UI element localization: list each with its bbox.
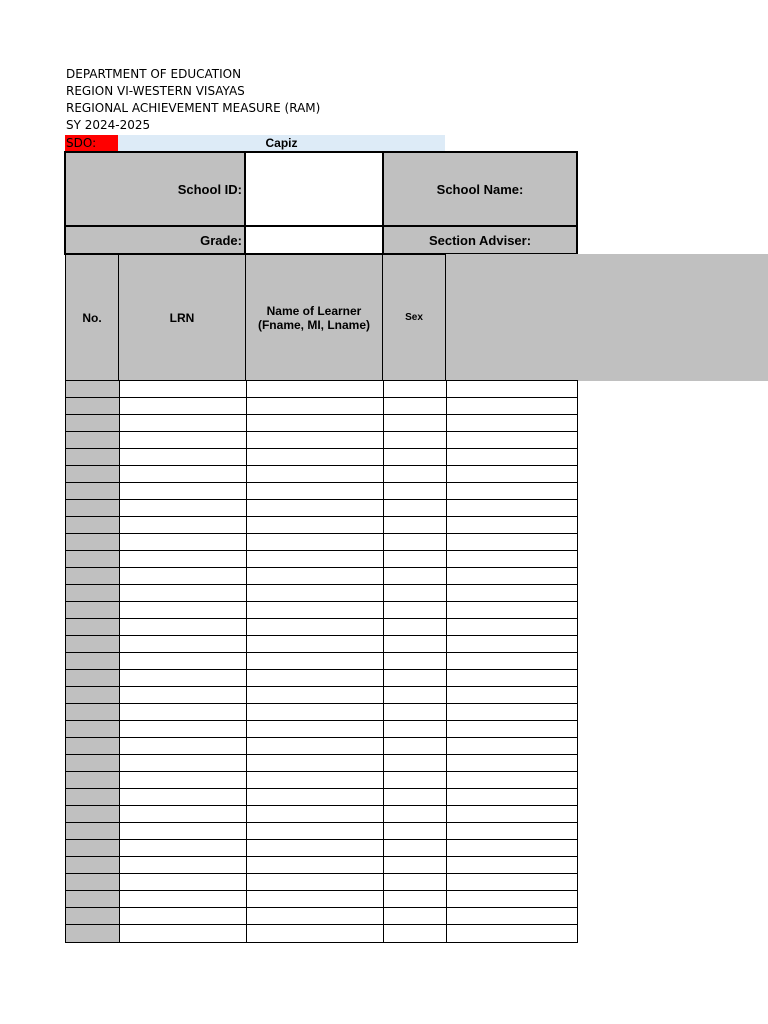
row-extra-cell[interactable] bbox=[447, 568, 578, 585]
row-sex-cell[interactable] bbox=[384, 534, 447, 551]
table-row bbox=[66, 483, 578, 500]
row-extra-cell[interactable] bbox=[447, 398, 578, 415]
row-extra-cell[interactable] bbox=[447, 534, 578, 551]
row-extra-cell[interactable] bbox=[447, 857, 578, 874]
row-sex-cell[interactable] bbox=[384, 466, 447, 483]
row-name-cell[interactable] bbox=[247, 517, 384, 534]
row-extra-cell[interactable] bbox=[447, 721, 578, 738]
row-lrn-cell[interactable] bbox=[120, 449, 247, 466]
table-row bbox=[66, 670, 578, 687]
row-name-cell[interactable] bbox=[247, 738, 384, 755]
row-name-cell[interactable] bbox=[247, 500, 384, 517]
grade-label: Grade: bbox=[64, 225, 246, 255]
row-lrn-cell[interactable] bbox=[120, 568, 247, 585]
row-no-cell[interactable] bbox=[66, 636, 120, 653]
table-row bbox=[66, 704, 578, 721]
row-extra-cell[interactable] bbox=[447, 517, 578, 534]
row-name-cell[interactable] bbox=[247, 874, 384, 891]
row-lrn-cell[interactable] bbox=[120, 823, 247, 840]
row-sex-cell[interactable] bbox=[384, 687, 447, 704]
row-name-cell[interactable] bbox=[247, 415, 384, 432]
table-row bbox=[66, 840, 578, 857]
row-extra-cell[interactable] bbox=[447, 636, 578, 653]
school-name-label: School Name: bbox=[382, 151, 578, 227]
row-sex-cell[interactable] bbox=[384, 619, 447, 636]
row-no-cell[interactable] bbox=[66, 772, 120, 789]
row-sex-cell[interactable] bbox=[384, 755, 447, 772]
row-no-cell[interactable] bbox=[66, 874, 120, 891]
row-name-cell[interactable] bbox=[247, 398, 384, 415]
row-sex-cell[interactable] bbox=[384, 551, 447, 568]
row-extra-cell[interactable] bbox=[447, 874, 578, 891]
row-no-cell[interactable] bbox=[66, 449, 120, 466]
row-name-cell[interactable] bbox=[247, 755, 384, 772]
row-sex-cell[interactable] bbox=[384, 891, 447, 908]
row-name-cell[interactable] bbox=[247, 602, 384, 619]
row-name-cell[interactable] bbox=[247, 619, 384, 636]
row-name-cell[interactable] bbox=[247, 806, 384, 823]
table-row bbox=[66, 806, 578, 823]
table-row bbox=[66, 534, 578, 551]
table-row bbox=[66, 398, 578, 415]
row-no-cell[interactable] bbox=[66, 823, 120, 840]
row-lrn-cell[interactable] bbox=[120, 738, 247, 755]
row-sex-cell[interactable] bbox=[384, 721, 447, 738]
row-no-cell[interactable] bbox=[66, 551, 120, 568]
row-lrn-cell[interactable] bbox=[120, 806, 247, 823]
column-header-sex: Sex bbox=[382, 254, 446, 381]
table-row bbox=[66, 908, 578, 925]
row-no-cell[interactable] bbox=[66, 398, 120, 415]
row-lrn-cell[interactable] bbox=[120, 670, 247, 687]
row-name-cell[interactable] bbox=[247, 432, 384, 449]
row-lrn-cell[interactable] bbox=[120, 789, 247, 806]
row-lrn-cell[interactable] bbox=[120, 772, 247, 789]
row-lrn-cell[interactable] bbox=[120, 721, 247, 738]
table-row bbox=[66, 857, 578, 874]
table-row bbox=[66, 381, 578, 398]
column-header-name-line1: Name of Learner bbox=[266, 303, 362, 318]
row-sex-cell[interactable] bbox=[384, 415, 447, 432]
row-extra-cell[interactable] bbox=[447, 619, 578, 636]
row-extra-cell[interactable] bbox=[447, 670, 578, 687]
school-id-field[interactable] bbox=[244, 151, 384, 227]
row-extra-cell[interactable] bbox=[447, 840, 578, 857]
row-lrn-cell[interactable] bbox=[120, 755, 247, 772]
header-department: DEPARTMENT OF EDUCATION bbox=[66, 67, 242, 81]
row-sex-cell[interactable] bbox=[384, 500, 447, 517]
row-extra-cell[interactable] bbox=[447, 602, 578, 619]
row-name-cell[interactable] bbox=[247, 585, 384, 602]
table-row bbox=[66, 789, 578, 806]
table-row bbox=[66, 415, 578, 432]
row-no-cell[interactable] bbox=[66, 670, 120, 687]
row-no-cell[interactable] bbox=[66, 925, 120, 943]
row-sex-cell[interactable] bbox=[384, 874, 447, 891]
row-no-cell[interactable] bbox=[66, 789, 120, 806]
row-name-cell[interactable] bbox=[247, 568, 384, 585]
row-extra-cell[interactable] bbox=[447, 653, 578, 670]
row-no-cell[interactable] bbox=[66, 381, 120, 398]
row-sex-cell[interactable] bbox=[384, 772, 447, 789]
column-header-lrn: LRN bbox=[118, 254, 246, 381]
row-sex-cell[interactable] bbox=[384, 483, 447, 500]
row-extra-cell[interactable] bbox=[447, 908, 578, 925]
row-sex-cell[interactable] bbox=[384, 585, 447, 602]
row-no-cell[interactable] bbox=[66, 755, 120, 772]
row-sex-cell[interactable] bbox=[384, 925, 447, 943]
row-sex-cell[interactable] bbox=[384, 840, 447, 857]
row-name-cell[interactable] bbox=[247, 483, 384, 500]
row-name-cell[interactable] bbox=[247, 534, 384, 551]
column-header-name bbox=[245, 254, 383, 381]
row-sex-cell[interactable] bbox=[384, 908, 447, 925]
row-no-cell[interactable] bbox=[66, 483, 120, 500]
row-no-cell[interactable] bbox=[66, 908, 120, 925]
table-row bbox=[66, 738, 578, 755]
header-measure: REGIONAL ACHIEVEMENT MEASURE (RAM) bbox=[66, 101, 321, 115]
table-row bbox=[66, 874, 578, 891]
row-lrn-cell[interactable] bbox=[120, 585, 247, 602]
section-adviser-label: Section Adviser: bbox=[382, 225, 578, 255]
row-extra-cell[interactable] bbox=[447, 551, 578, 568]
table-row bbox=[66, 891, 578, 908]
row-no-cell[interactable] bbox=[66, 432, 120, 449]
row-no-cell[interactable] bbox=[66, 687, 120, 704]
row-no-cell[interactable] bbox=[66, 602, 120, 619]
table-row bbox=[66, 568, 578, 585]
row-extra-cell[interactable] bbox=[447, 466, 578, 483]
row-no-cell[interactable] bbox=[66, 840, 120, 857]
row-sex-cell[interactable] bbox=[384, 704, 447, 721]
row-extra-cell[interactable] bbox=[447, 738, 578, 755]
row-sex-cell[interactable] bbox=[384, 823, 447, 840]
row-lrn-cell[interactable] bbox=[120, 704, 247, 721]
grade-field[interactable] bbox=[244, 225, 384, 255]
row-lrn-cell[interactable] bbox=[120, 415, 247, 432]
row-name-cell[interactable] bbox=[247, 551, 384, 568]
row-no-cell[interactable] bbox=[66, 585, 120, 602]
row-name-cell[interactable] bbox=[247, 721, 384, 738]
learner-table bbox=[65, 380, 578, 943]
row-name-cell[interactable] bbox=[247, 857, 384, 874]
row-name-cell[interactable] bbox=[247, 704, 384, 721]
table-row bbox=[66, 755, 578, 772]
row-lrn-cell[interactable] bbox=[120, 925, 247, 943]
row-extra-cell[interactable] bbox=[447, 823, 578, 840]
row-sex-cell[interactable] bbox=[384, 806, 447, 823]
row-lrn-cell[interactable] bbox=[120, 653, 247, 670]
row-sex-cell[interactable] bbox=[384, 517, 447, 534]
table-row bbox=[66, 432, 578, 449]
row-name-cell[interactable] bbox=[247, 789, 384, 806]
row-no-cell[interactable] bbox=[66, 619, 120, 636]
row-name-cell[interactable] bbox=[247, 891, 384, 908]
row-no-cell[interactable] bbox=[66, 721, 120, 738]
row-lrn-cell[interactable] bbox=[120, 908, 247, 925]
row-no-cell[interactable] bbox=[66, 534, 120, 551]
row-sex-cell[interactable] bbox=[384, 738, 447, 755]
row-extra-cell[interactable] bbox=[447, 704, 578, 721]
table-row bbox=[66, 772, 578, 789]
table-row bbox=[66, 636, 578, 653]
row-no-cell[interactable] bbox=[66, 704, 120, 721]
row-sex-cell[interactable] bbox=[384, 636, 447, 653]
header-school-year: SY 2024-2025 bbox=[66, 118, 151, 132]
row-name-cell[interactable] bbox=[247, 636, 384, 653]
row-extra-cell[interactable] bbox=[447, 687, 578, 704]
row-sex-cell[interactable] bbox=[384, 602, 447, 619]
row-lrn-cell[interactable] bbox=[120, 636, 247, 653]
row-no-cell[interactable] bbox=[66, 891, 120, 908]
row-extra-cell[interactable] bbox=[447, 789, 578, 806]
row-name-cell[interactable] bbox=[247, 823, 384, 840]
row-lrn-cell[interactable] bbox=[120, 857, 247, 874]
row-name-cell[interactable] bbox=[247, 670, 384, 687]
row-extra-cell[interactable] bbox=[447, 449, 578, 466]
row-name-cell[interactable] bbox=[247, 653, 384, 670]
row-name-cell[interactable] bbox=[247, 687, 384, 704]
table-row bbox=[66, 653, 578, 670]
table-row bbox=[66, 687, 578, 704]
row-lrn-cell[interactable] bbox=[120, 534, 247, 551]
row-no-cell[interactable] bbox=[66, 738, 120, 755]
table-row bbox=[66, 925, 578, 943]
column-header-extra bbox=[445, 254, 768, 381]
table-row bbox=[66, 823, 578, 840]
table-row bbox=[66, 721, 578, 738]
row-no-cell[interactable] bbox=[66, 466, 120, 483]
table-row bbox=[66, 466, 578, 483]
row-extra-cell[interactable] bbox=[447, 500, 578, 517]
table-row bbox=[66, 551, 578, 568]
row-sex-cell[interactable] bbox=[384, 568, 447, 585]
row-extra-cell[interactable] bbox=[447, 891, 578, 908]
sdo-label: SDO: bbox=[65, 135, 118, 151]
row-lrn-cell[interactable] bbox=[120, 891, 247, 908]
row-lrn-cell[interactable] bbox=[120, 551, 247, 568]
table-row bbox=[66, 449, 578, 466]
row-no-cell[interactable] bbox=[66, 806, 120, 823]
row-lrn-cell[interactable] bbox=[120, 500, 247, 517]
row-extra-cell[interactable] bbox=[447, 381, 578, 398]
row-extra-cell[interactable] bbox=[447, 585, 578, 602]
row-no-cell[interactable] bbox=[66, 857, 120, 874]
row-extra-cell[interactable] bbox=[447, 415, 578, 432]
table-row bbox=[66, 602, 578, 619]
row-sex-cell[interactable] bbox=[384, 449, 447, 466]
column-header-no: No. bbox=[65, 254, 119, 381]
row-no-cell[interactable] bbox=[66, 653, 120, 670]
row-lrn-cell[interactable] bbox=[120, 687, 247, 704]
row-lrn-cell[interactable] bbox=[120, 432, 247, 449]
row-lrn-cell[interactable] bbox=[120, 874, 247, 891]
row-name-cell[interactable] bbox=[247, 772, 384, 789]
row-extra-cell[interactable] bbox=[447, 483, 578, 500]
row-name-cell[interactable] bbox=[247, 449, 384, 466]
row-name-cell[interactable] bbox=[247, 381, 384, 398]
row-extra-cell[interactable] bbox=[447, 772, 578, 789]
row-lrn-cell[interactable] bbox=[120, 619, 247, 636]
row-lrn-cell[interactable] bbox=[120, 381, 247, 398]
sdo-value: Capiz bbox=[118, 135, 445, 151]
header-region: REGION VI-WESTERN VISAYAS bbox=[66, 84, 245, 98]
table-row bbox=[66, 619, 578, 636]
row-sex-cell[interactable] bbox=[384, 381, 447, 398]
column-header-name-line2: (Fname, MI, Lname) bbox=[257, 317, 370, 332]
row-no-cell[interactable] bbox=[66, 568, 120, 585]
row-sex-cell[interactable] bbox=[384, 857, 447, 874]
row-extra-cell[interactable] bbox=[447, 925, 578, 943]
row-name-cell[interactable] bbox=[247, 908, 384, 925]
row-name-cell[interactable] bbox=[247, 466, 384, 483]
row-sex-cell[interactable] bbox=[384, 653, 447, 670]
row-sex-cell[interactable] bbox=[384, 789, 447, 806]
table-row bbox=[66, 517, 578, 534]
row-name-cell[interactable] bbox=[247, 925, 384, 943]
row-lrn-cell[interactable] bbox=[120, 483, 247, 500]
row-no-cell[interactable] bbox=[66, 517, 120, 534]
row-lrn-cell[interactable] bbox=[120, 398, 247, 415]
row-lrn-cell[interactable] bbox=[120, 602, 247, 619]
school-id-label: School ID: bbox=[64, 151, 246, 227]
row-extra-cell[interactable] bbox=[447, 755, 578, 772]
row-no-cell[interactable] bbox=[66, 415, 120, 432]
row-lrn-cell[interactable] bbox=[120, 517, 247, 534]
row-no-cell[interactable] bbox=[66, 500, 120, 517]
table-row bbox=[66, 585, 578, 602]
row-lrn-cell[interactable] bbox=[120, 840, 247, 857]
row-sex-cell[interactable] bbox=[384, 432, 447, 449]
row-lrn-cell[interactable] bbox=[120, 466, 247, 483]
row-sex-cell[interactable] bbox=[384, 398, 447, 415]
row-name-cell[interactable] bbox=[247, 840, 384, 857]
row-extra-cell[interactable] bbox=[447, 432, 578, 449]
table-row bbox=[66, 500, 578, 517]
row-sex-cell[interactable] bbox=[384, 670, 447, 687]
row-extra-cell[interactable] bbox=[447, 806, 578, 823]
